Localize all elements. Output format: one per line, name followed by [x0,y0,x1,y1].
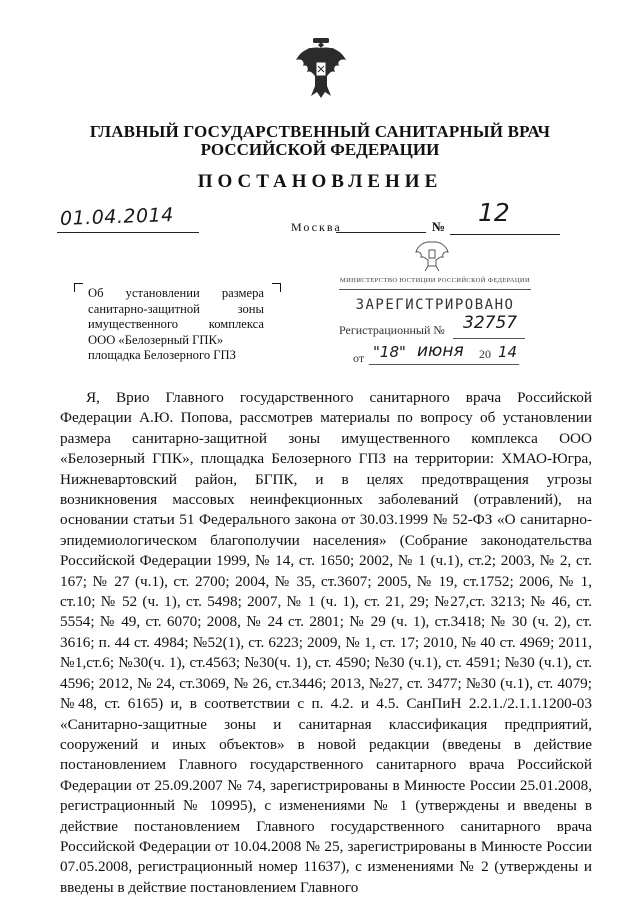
subject-line: ООО «Белозерный ГПК» [88,332,224,347]
city-label: Москва [291,220,342,234]
subject-line: Об установлении размера [88,286,264,300]
handwritten-date: 01.04.2014 [59,204,175,230]
issuer-subtitle: РОССИЙСКОЙ ФЕДЕРАЦИИ [200,140,440,159]
stamp-emblem-icon [413,238,451,272]
stamp-date-underline [369,364,519,365]
stamp-month: июня [417,341,464,361]
subject-line: имущественного комплекса [88,317,264,332]
subject-block [88,286,264,364]
stamp-year-handwritten: 14 [498,343,518,361]
issuer-title: ГЛАВНЫЙ ГОСУДАРСТВЕННЫЙ САНИТАРНЫЙ ВРАЧ [89,122,551,141]
city-underline [336,232,426,233]
subject-line: санитарно-защитной зоны [88,301,264,316]
stamp-number-underline [453,338,525,339]
stamp-divider [339,289,531,290]
document-type-title: ПОСТАНОВЛЕНИЕ [197,171,443,192]
stamp-date-prefix: от [353,351,365,365]
handwritten-document-number: 12 [478,198,510,227]
stamp-registration-number: 32757 [463,313,518,333]
registration-stamp [335,235,535,395]
stamp-year-printed: 20 [479,347,491,361]
subject-bracket-right [272,283,281,292]
body-paragraph: Я, Врио Главного государственного санитарного врача Российской Федерации А.Ю. Попова, рассмотрев материалы по вопросу об установлении размера санитарно-защитной зоны имущественного комплекса ООО «Белозерный ГПК», площадка Белозерного ГПЗ на территории: ХМАО-Югра, Нижневартовский район, БГПК, и в целях предотвращения угрозы возникновения массовых неинфекционных заболеваний (отравлений), на основании статьи 51 Федерального закона от 30.03.1999 № 52-ФЗ «О санитарно-эпидемиологическом благополучии населения» (Собрание законодательства Российской Федерации 1999, № 14, ст. 1650; 2002, № 1 (ч.1), ст.2; 2003, № 2, ст. 167; № 27 (ч.1), ст. 2700; 2004, № 35, ст.3607; 2005, № 19, ст.1752; 2006, № 1, ст.10; № 52 (ч. 1), ст. 5498; 2007, № 1 (ч. 1), ст. 21, 29; №27,ст. 3213; № 46, ст. 5554; № 49, ст. 6070; 2008, № 24 ст. 2801; № 29 (ч. 1), ст.3418; № 30 (ч. 2), ст. 3616; п. 44 ст. 4984; №52(1), ст. 6223; 2009, № 1, ст. 17; 2010, № 40 ст. 4969; 2011, №1,ст.6; №30(ч. 1), ст.4563; №30(ч. 1), ст. 4590; №30 (ч.1), ст. 4591; №30 (ч.1), ст. 4596; 2012, № 24, ст.3069, № 26, ст.3446; 2013, №27, ст. 3477; №30 (ч.1), ст. 4079; №48, ст. 6165) и, в соответствии с п. 4.2. и 4.5. СанПиН 2.2.1./2.1.1.1200-03 «Санитарно-защитные зоны и санитарная классификация предприятий, сооружений и иных объектов» в новой редакции (введены в действие постановлением Главного государственного санитарного врача Российской Федерации от 25.09.2007 № 74, зарегистрированы в Минюсте России 25.01.2008, регистрационный № 10995), с изменениями № 1 (утверждены и введены в действие постановлением Главного государственного санитарного врача Российской Федерации от 10.04.2008 № 25, зарегистрированы в Минюсте России 07.05.2008, регистрационный номер 11637), с изменениями № 2 (утверждены и введены в действие постановлением Главного [60,389,592,896]
subject-line: площадка Белозерного ГПЗ [88,348,236,363]
number-label: № [432,219,446,234]
date-underline [57,232,199,233]
coat-of-arms-icon [293,36,349,100]
stamp-ministry-text: МИНИСТЕРСТВО ЮСТИЦИИ РОССИЙСКОЙ ФЕДЕРАЦИИ [339,277,531,284]
stamp-registration-label: Регистрационный № [339,323,445,337]
stamp-day: "18" [373,343,406,361]
subject-bracket-left [74,283,83,292]
stamp-registered-text: ЗАРЕГИСТРИРОВАНО [355,297,515,313]
